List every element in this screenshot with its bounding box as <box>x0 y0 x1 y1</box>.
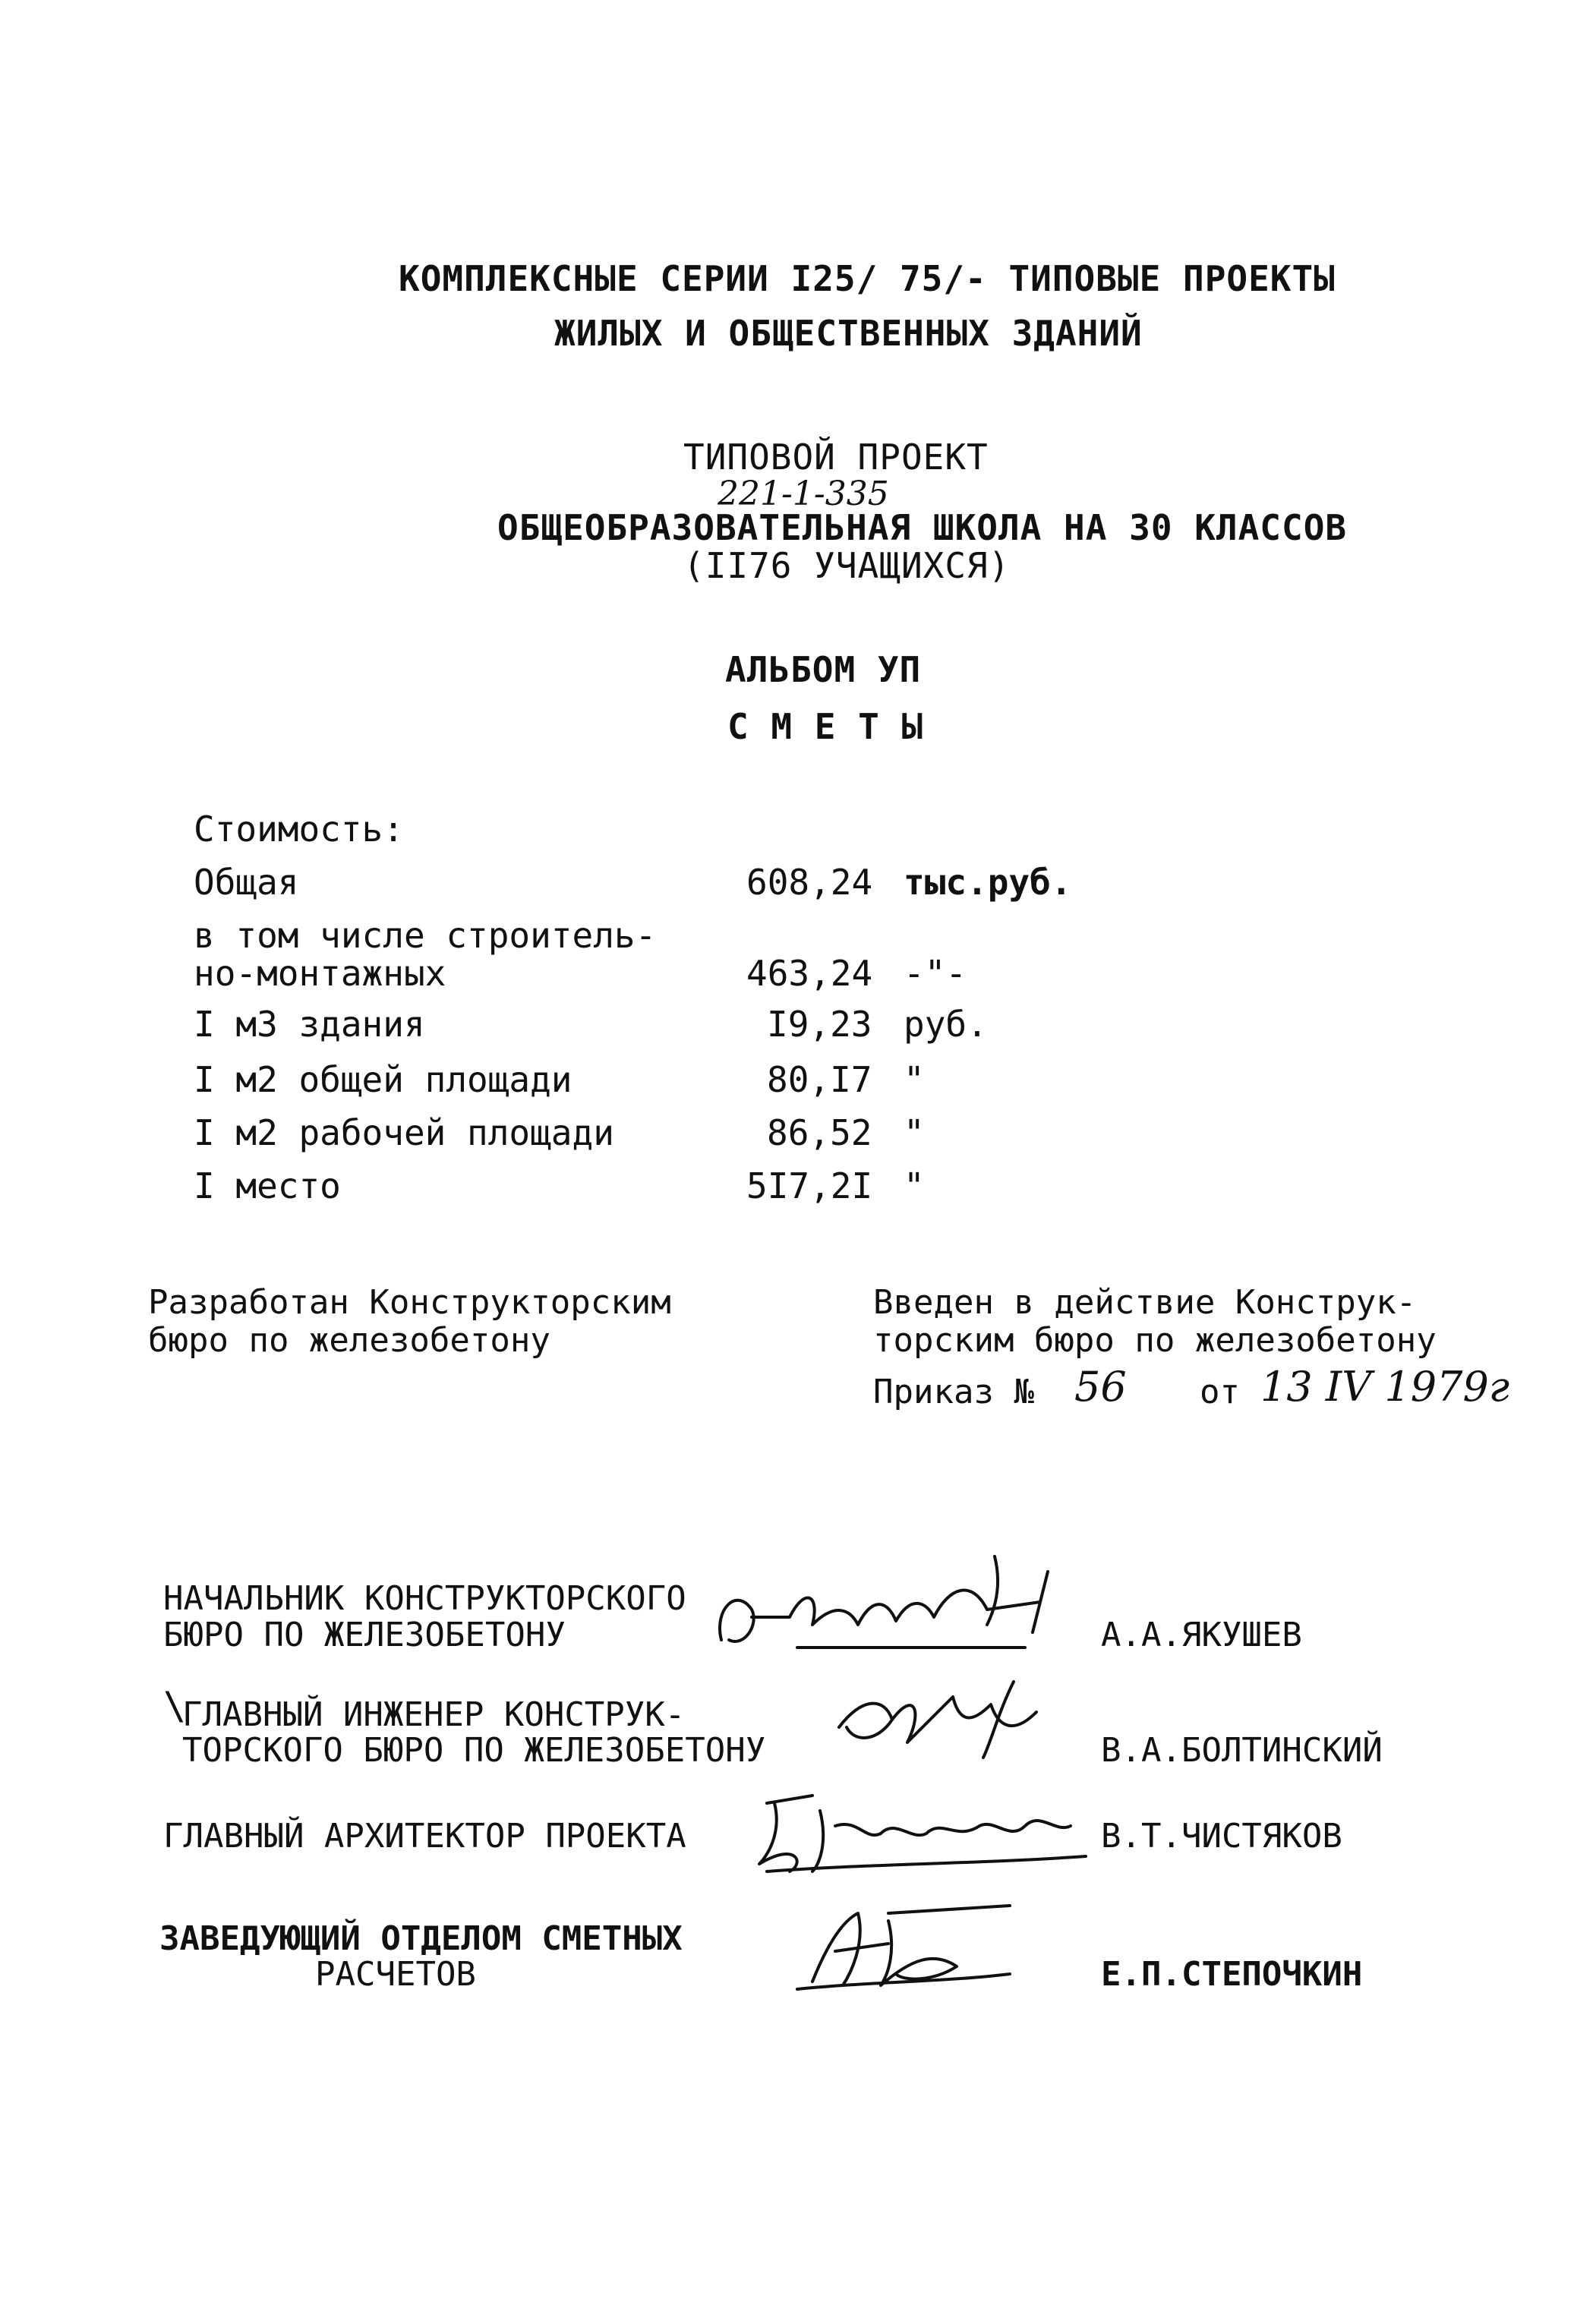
signatory-title-line1: НАЧАЛЬНИК КОНСТРУКТОРСКОГО <box>163 1579 686 1618</box>
signatory-name: А.А.ЯКУШЕВ <box>1101 1616 1302 1654</box>
cost-row-label-cont: но-монтажных <box>194 953 446 994</box>
cost-row-value: I9,23 <box>767 1004 872 1045</box>
signatory-name: В.А.БОЛТИНСКИЙ <box>1101 1731 1383 1770</box>
series-title-line2: ЖИЛЫХ И ОБЩЕСТВЕННЫХ ЗДАНИЙ <box>554 313 1143 354</box>
signatory-title-line2: РАСЧЕТОВ <box>315 1955 476 1994</box>
signatory-title-line1: ГЛАВНЫЙ АРХИТЕКТОР ПРОЕКТА <box>163 1817 686 1856</box>
cost-row-value: 608,24 <box>746 862 873 903</box>
cost-row-unit: тыс.руб. <box>904 862 1072 903</box>
introduced-line1: Введен в действие Конструк- <box>873 1283 1417 1322</box>
signature-yakushev <box>706 1541 1101 1663</box>
introduced-line2: торским бюро по железобетону <box>873 1321 1437 1360</box>
project-name-line1: ОБЩЕОБРАЗОВАТЕЛЬНАЯ ШКОЛА НА 30 КЛАССОВ <box>497 507 1348 548</box>
cost-row-unit: " <box>904 1059 925 1100</box>
cost-row-label: I м3 здания <box>194 1004 425 1045</box>
album-label: АЛЬБОМ УП <box>725 649 922 690</box>
signature-chistyakov <box>752 1780 1101 1879</box>
cost-row-value: 463,24 <box>746 953 873 994</box>
cost-row-label: Общая <box>194 862 299 903</box>
cost-heading: Стоимость: <box>194 809 404 850</box>
signature-stepochkin <box>782 1898 1025 1997</box>
order-date: 13 IV 1979г <box>1260 1363 1510 1411</box>
cost-row-label: I место <box>194 1165 341 1206</box>
project-label: ТИПОВОЙ ПРОЕКТ <box>683 437 989 478</box>
cost-row-unit: руб. <box>904 1004 988 1045</box>
developed-by-line1: Разработан Конструкторским <box>148 1283 671 1322</box>
cost-row-unit: -"- <box>904 953 967 994</box>
cost-row-unit: " <box>904 1112 925 1153</box>
series-title-line1: КОМПЛЕКСНЫЕ СЕРИИ I25/ 75/- ТИПОВЫЕ ПРОЕКТЫ <box>399 258 1336 299</box>
project-name-line2: (II76 УЧАЩИХСЯ) <box>683 545 1011 586</box>
signatory-name: В.Т.ЧИСТЯКОВ <box>1101 1817 1342 1856</box>
order-date-prefix: от <box>1200 1373 1240 1411</box>
cost-row-label: в том числе строитель- <box>194 915 657 956</box>
developed-by-line2: бюро по железобетону <box>148 1321 550 1360</box>
signatory-title-line1: ГЛАВНЫЙ ИНЖЕНЕР КОНСТРУК- <box>182 1695 686 1734</box>
album-subtitle: С М Е Т Ы <box>727 706 924 747</box>
order-number: 56 <box>1074 1363 1127 1411</box>
cost-row-label: I м2 рабочей площади <box>194 1112 614 1153</box>
signatory-name: Е.П.СТЕПОЧКИН <box>1101 1955 1363 1994</box>
signature-boltinsky <box>824 1666 1067 1773</box>
signatory-title-line2: ТОРСКОГО БЮРО ПО ЖЕЛЕЗОБЕТОНУ <box>182 1731 766 1770</box>
signatory-title-line1: ЗАВЕДУЮЩИЙ ОТДЕЛОМ СМЕТНЫХ <box>159 1919 683 1958</box>
project-number: 221-1-335 <box>718 475 889 513</box>
cost-row-label: I м2 общей площади <box>194 1059 572 1100</box>
cost-row-unit: " <box>904 1165 925 1206</box>
bracket-mark: \ <box>163 1684 187 1728</box>
signatory-title-line2: БЮРО ПО ЖЕЛЕЗОБЕТОНУ <box>163 1616 566 1654</box>
cost-row-value: 80,I7 <box>767 1059 872 1100</box>
cost-row-value: 86,52 <box>767 1112 872 1153</box>
cost-row-value: 5I7,2I <box>746 1165 873 1206</box>
order-prefix: Приказ № <box>873 1373 1034 1411</box>
